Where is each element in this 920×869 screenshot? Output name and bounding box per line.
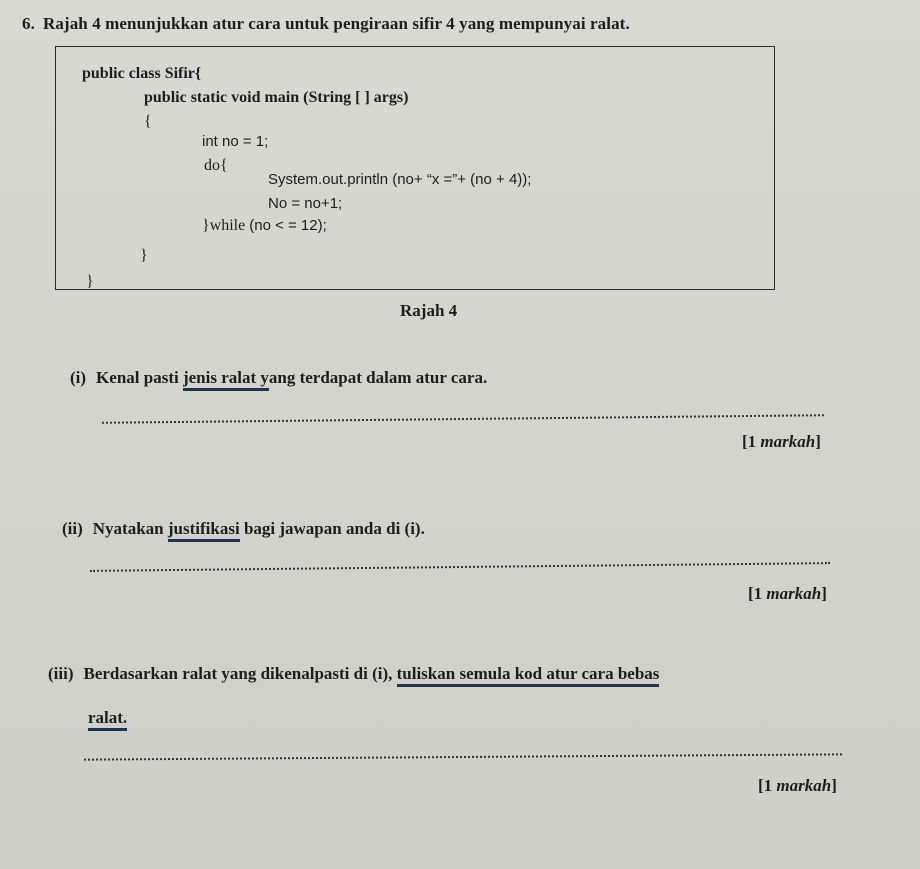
question-heading bbox=[22, 14, 630, 34]
code-line-7: No = no+1; bbox=[268, 195, 343, 212]
part-ii-text-pre: Nyatakan bbox=[92, 519, 168, 538]
part-ii-question bbox=[62, 519, 425, 539]
code-listing-box bbox=[55, 46, 775, 290]
part-ii-underlined: justifikasi bbox=[168, 519, 240, 542]
part-ii-marks: [1 markah] bbox=[748, 584, 827, 603]
code-line-5: do{ bbox=[204, 157, 228, 174]
part-iii-question-line2 bbox=[88, 708, 127, 728]
code-line-2: public static void main (String [ ] args) bbox=[144, 89, 409, 106]
code-line-8 bbox=[202, 217, 327, 235]
part-iii-question bbox=[48, 664, 659, 684]
part-iii-text-pre: Berdasarkan ralat yang dikenalpasti di (i), bbox=[83, 664, 397, 683]
part-iii-answer-line[interactable] bbox=[84, 753, 842, 760]
part-ii-label: (ii) bbox=[62, 519, 83, 538]
part-ii-text-post: bagi jawapan anda di (i). bbox=[239, 519, 425, 538]
part-i-answer-line[interactable] bbox=[102, 414, 824, 424]
part-i-label: (i) bbox=[70, 368, 87, 387]
part-iii-marks: [1 markah] bbox=[758, 776, 837, 795]
code-line-10: } bbox=[86, 273, 94, 290]
part-i-text-post: ang terdapat dalam atur cara. bbox=[268, 368, 488, 387]
code-line-3: { bbox=[144, 113, 152, 130]
code-line-8-condition: (no < = 12); bbox=[249, 217, 327, 234]
code-line-8-keyword: }while bbox=[202, 217, 246, 234]
part-i-marks: [1 markah] bbox=[742, 432, 821, 451]
question-text: Rajah 4 menunjukkan atur cara untuk pengiraan sifir 4 yang mempunyai ralat. bbox=[42, 14, 630, 33]
part-iii-label: (iii) bbox=[48, 664, 74, 683]
part-iii-underlined-2: ralat. bbox=[88, 708, 127, 731]
code-line-1: public class Sifir{ bbox=[82, 65, 202, 82]
question-number: 6. bbox=[22, 14, 35, 33]
code-line-9: } bbox=[140, 247, 148, 264]
part-ii-answer-line[interactable] bbox=[90, 562, 830, 572]
part-i-underlined: jenis ralat y bbox=[183, 368, 269, 391]
part-iii-underlined: tuliskan semula kod atur cara bebas bbox=[397, 664, 660, 687]
part-i-text-pre: Kenal pasti bbox=[96, 368, 183, 387]
part-i-question bbox=[70, 368, 487, 388]
code-line-4: int no = 1; bbox=[202, 133, 269, 150]
figure-caption: Rajah 4 bbox=[400, 301, 458, 320]
code-line-6: System.out.println (no+ “x =”+ (no + 4)); bbox=[268, 171, 532, 188]
